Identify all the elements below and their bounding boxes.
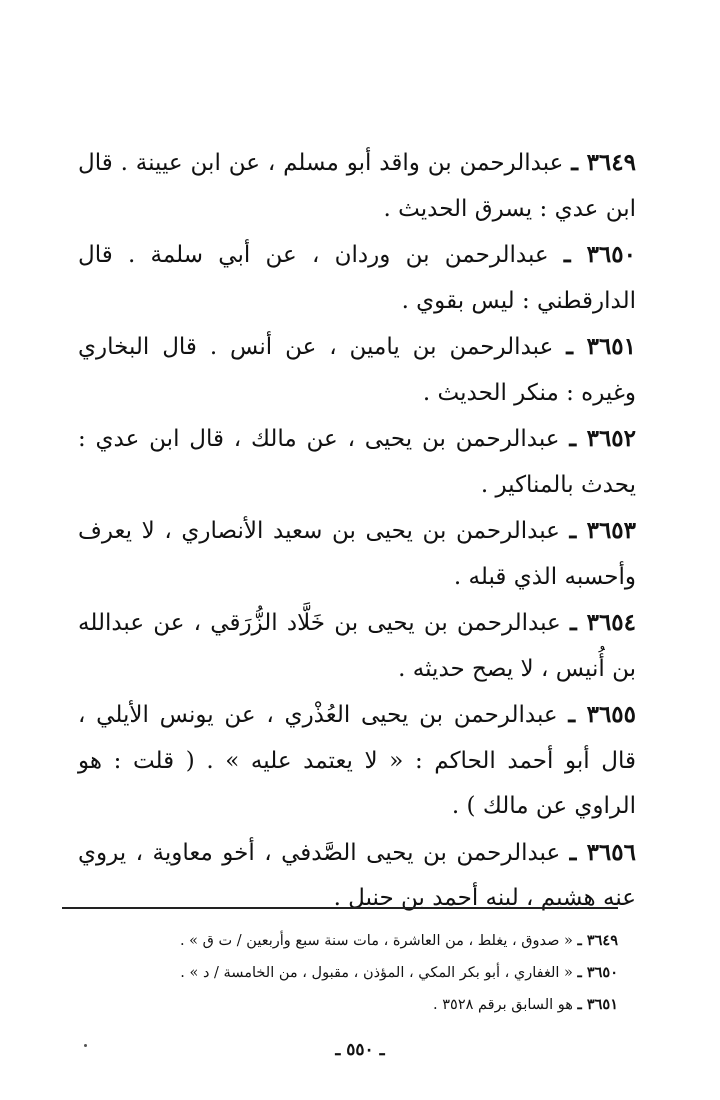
footnote-number: ٣٦٤٩ ـ: [577, 932, 618, 949]
entry-number: ٣٦٥٦ ـ: [569, 838, 636, 866]
entry-number: ٣٦٥٠ ـ: [563, 241, 636, 268]
footnote-3651: [100, 989, 618, 1021]
entry-text: عبدالرحمن بن يامين ، عن أنس . قال البخاري وغيره : منكر الحديث .: [78, 334, 636, 406]
entry-number: ٣٦٥٢ ـ: [569, 425, 637, 452]
entry-text: عبدالرحمن بن يحيى بن خَلَّاد الزُّرَقي ، عن عبدالله بن أُنيس ، لا يصح حديثه .: [78, 610, 636, 682]
entry-text: عبدالرحمن بن يحيى العُذْري ، عن يونس الأيلي ، قال أبو أحمد الحاكم : « لا يعتمد عليه » . ( قلت : هو الراوي عن مالك ) .: [78, 702, 636, 819]
footnote-text: هو السابق برقم ٣٥٢٨ .: [433, 997, 573, 1013]
footnote-3650: [100, 957, 618, 989]
entry-number: ٣٦٥٥ ـ: [568, 701, 637, 728]
entry-number: ٣٦٥١ ـ: [566, 333, 637, 360]
footnote-3649: [100, 925, 618, 957]
entry-3653: [78, 508, 636, 600]
footnote-text: « الغفاري ، أبو بكر المكي ، المؤذن ، مقبول ، من الخامسة / د » .: [180, 965, 573, 981]
footnote-number: ٣٦٥١ ـ: [577, 996, 618, 1013]
entry-3649: [78, 140, 636, 232]
entry-number: ٣٦٤٩ ـ: [571, 149, 636, 176]
entry-text: عبدالرحمن بن واقد أبو مسلم ، عن ابن عيينة . قال ابن عدي : يسرق الحديث .: [78, 150, 636, 222]
footnotes: [100, 925, 618, 1021]
entry-3650: [78, 232, 636, 324]
entry-number: ٣٦٥٣ ـ: [569, 517, 637, 544]
entry-text: عبدالرحمن بن يحيى الصَّدفي ، أخو معاوية ، يروي عنه هشيم ، لينه أحمد بن حنبل .: [78, 839, 636, 911]
entry-3654: [78, 600, 636, 692]
entry-3655: [78, 692, 636, 830]
main-text: [78, 140, 636, 922]
entry-3652: [78, 416, 636, 508]
page-number: ـ ٥٥٠ ـ: [335, 1040, 385, 1060]
entry-text: عبدالرحمن بن يحيى ، عن مالك ، قال ابن عدي : يحدث بالمناكير .: [78, 426, 636, 498]
entry-text: عبدالرحمن بن وردان ، عن أبي سلمة . قال الدارقطني : ليس بقوي .: [78, 242, 636, 314]
entry-number: ٣٦٥٤ ـ: [569, 609, 637, 636]
footnote-text: « صدوق ، يغلط ، من العاشرة ، مات سنة سبع وأربعين / ت ق » .: [179, 933, 573, 949]
entry-3651: [78, 324, 636, 416]
footnote-divider: [62, 907, 618, 909]
footnote-number: ٣٦٥٠ ـ: [577, 964, 618, 981]
entry-text: عبدالرحمن بن يحيى بن سعيد الأنصاري ، لا يعرف وأحسبه الذي قبله .: [78, 518, 636, 590]
